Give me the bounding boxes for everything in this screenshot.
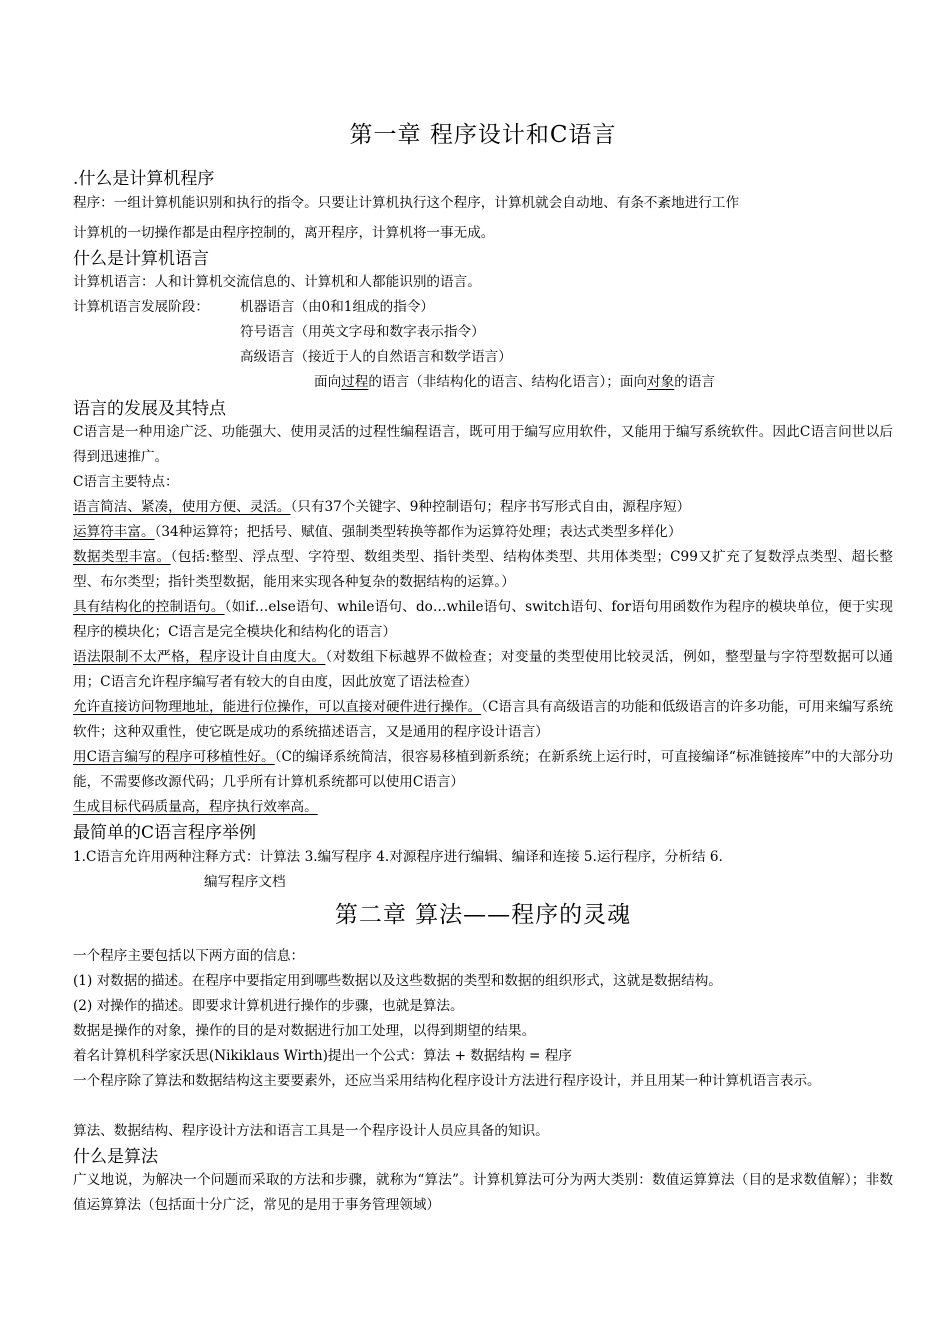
underlined-text: 语法限制不太严格，程序设计自由度大。 (73, 649, 326, 665)
stage-item: 符号语言（用英文字母和数字表示指令） (240, 324, 485, 340)
paragraph: 广义地说，为解决一个问题而采取的方法和步骤，就称为“算法”。计算机算法可分为两大类别：数值运算算法（目的是求数值解）；非数值运算算法（包括面十分广泛，常见的是用于事务管理领域） (73, 1172, 893, 1213)
paragraph: 算法、数据结构、程序设计方法和语言工具是一个程序设计人员应具备的知识。 (73, 1123, 549, 1139)
section-heading-what-is-program: .什么是计算机程序 (73, 169, 215, 189)
text: （34种运算符；把括号、赋值、强制类型转换等都作为运算符处理；表达式类型多样化） (154, 524, 682, 540)
text: （C的编译系统简洁，很容易移植到新系统；在新系统上运行时，可直接编译“标准链接库”中的大部分功能，不需要修改源代码；几乎所有计算机系统都可以使用C语言） (73, 749, 894, 790)
text: 面向 (314, 374, 342, 390)
paragraph: 着名计算机科学家沃思(Nikiklaus Wirth)提出一个公式：算法 + 数据结构 = 程序 (73, 1048, 572, 1064)
stage-item (314, 370, 715, 395)
section-heading-simple-example: 最简单的C语言程序举例 (73, 823, 257, 843)
section-heading-what-is-language: 什么是计算机语言 (73, 249, 209, 269)
section-heading-what-is-algorithm: 什么是算法 (73, 1147, 158, 1167)
underlined-text: 语言简洁、紧凑，使用方便、灵活。 (73, 499, 291, 515)
underlined-text: 运算符丰富。 (73, 524, 155, 540)
text: （对数组下标越界不做检查；对变量的类型使用比较灵活，例如，整型量与字符型数据可以通用；C语言允许程序编写者有较大的自由度，因此放宽了语法检查） (73, 649, 893, 690)
underlined-text: 允许直接访问物理地址，能进行位操作，可以直接对硬件进行操作。 (73, 699, 482, 715)
paragraph: (1) 对数据的描述。在程序中要指定用到哪些数据以及这些数据的类型和数据的组织形式，这就是数据结构。 (73, 973, 722, 989)
paragraph: 一个程序除了算法和数据结构这主要要素外，还应当采用结构化程序设计方法进行程序设计，并且用某一种计算机语言表示。 (73, 1073, 821, 1089)
section-heading-language-features: 语言的发展及其特点 (73, 399, 226, 419)
paragraph: C语言主要特点： (73, 474, 179, 490)
paragraph: 一个程序主要包括以下两方面的信息： (73, 948, 305, 964)
paragraph: 计算机语言：人和计算机交流信息的、计算机和人都能识别的语言。 (73, 274, 481, 290)
paragraph: C语言是一种用途广泛、功能强大、使用灵活的过程性编程语言，既可用于编写应用软件，又能用于编写系统软件。因此C语言问世以后得到迅速推广。 (73, 424, 893, 465)
chapter1-title: 第一章 程序设计和C语言 (349, 122, 617, 148)
underlined-text: 生成目标代码质量高，程序执行效率高。 (73, 799, 318, 815)
chapter2-title: 第二章 算法——程序的灵魂 (334, 902, 632, 928)
paragraph: 编写程序文档 (204, 874, 286, 890)
feature-item (73, 545, 893, 595)
text: （C语言具有高级语言的功能和低级语言的许多功能，可用来编写系统软件；这种双重性，使它既是成功的系统描述语言，又是通用的程序设计语言） (73, 699, 893, 740)
feature-item (73, 695, 893, 745)
underlined-text: 过程 (341, 374, 369, 390)
text: 的语言（非结构化的语言、结构化语言）；面向 (368, 374, 648, 390)
paragraph: (2) 对操作的描述。即要求计算机进行操作的步骤，也就是算法。 (73, 998, 464, 1014)
feature-item (73, 745, 893, 795)
paragraph: 1.C语言允许用两种注释方式：计算法 3.编写程序 4.对源程序进行编辑、编译和连接 5.运行程序，分析结 6. (73, 849, 723, 865)
feature-item (73, 795, 318, 820)
underlined-text: 数据类型丰富。 (73, 549, 171, 565)
paragraph: 数据是操作的对象，操作的目的是对数据进行加工处理，以得到期望的结果。 (73, 1023, 536, 1039)
stage-item: 机器语言（由0和1组成的指令） (240, 299, 435, 315)
stage-label: 计算机语言发展阶段： (73, 299, 209, 315)
paragraph: 程序：一组计算机能识别和执行的指令。只要让计算机执行这个程序，计算机就会自动地、有条不紊地进行工作 (73, 195, 740, 211)
feature-item (73, 520, 893, 545)
feature-item (73, 645, 893, 695)
text: （只有37个关键字、9种控制语句；程序书写形式自由，源程序短） (290, 499, 691, 515)
text: 的语言 (674, 374, 716, 390)
underlined-text: 用C语言编写的程序可移植性好。 (73, 749, 275, 765)
paragraph: 计算机的一切操作都是由程序控制的，离开程序，计算机将一事无成。 (73, 225, 495, 241)
feature-item (73, 595, 893, 645)
text: （包括:整型、浮点型、字符型、数组类型、指针类型、结构体类型、共用体类型；C99又扩充了复数浮点类型、超长整型、布尔类型；指针类型数据，能用来实现各种复杂的数据结构的运算。） (73, 549, 893, 590)
underlined-text: 具有结构化的控制语句。 (73, 599, 225, 615)
underlined-text: 对象 (647, 374, 675, 390)
stage-item: 高级语言（接近于人的自然语言和数学语言） (240, 349, 512, 365)
text: （如if…else语句、while语句、do…while语句、switch语句、for语句用函数作为程序的模块单位，便于实现程序的模块化；C语言是完全模块化和结构化的语言） (73, 599, 894, 640)
feature-item (73, 495, 893, 520)
